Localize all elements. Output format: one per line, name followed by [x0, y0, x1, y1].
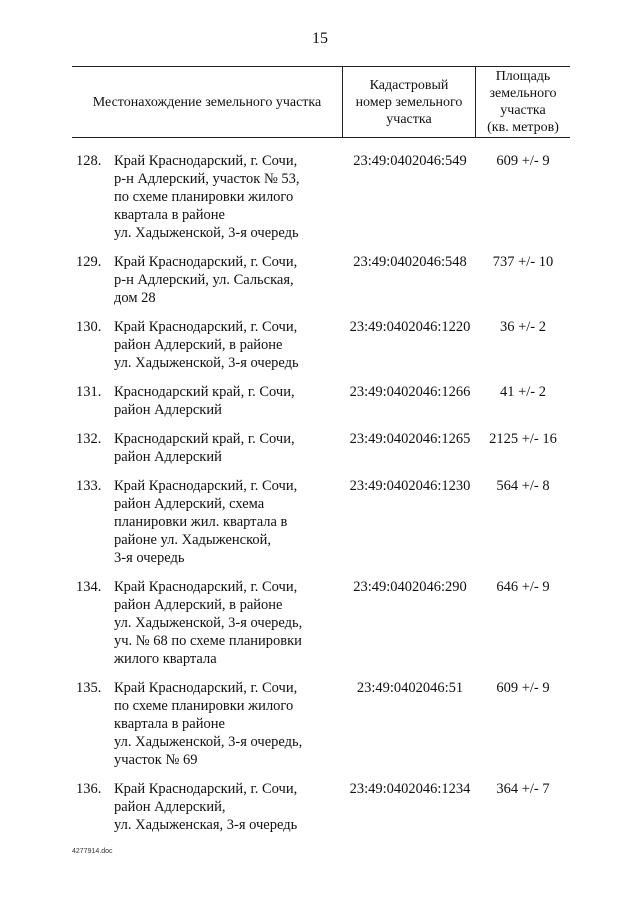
- header-location: [72, 67, 342, 137]
- row-number: 129.: [76, 254, 102, 270]
- row-number: 133.: [76, 478, 102, 494]
- row-location: Краснодарский край, г. Сочи, район Адлерский: [114, 431, 295, 465]
- row-area: 36 +/- 2: [499, 319, 547, 335]
- row-location: Край Краснодарский, г. Сочи, район Адлерский, в районе ул. Хадыженской, 3-я очередь, уч. № 68 по схеме планировки жилого квартала: [114, 579, 303, 667]
- row-location: Край Краснодарский, г. Сочи, район Адлерский, ул. Хадыженская, 3-я очередь: [114, 781, 298, 833]
- row-area: 364 +/- 7: [496, 781, 550, 797]
- row-area: 646 +/- 9: [496, 579, 550, 595]
- row-area: 609 +/- 9: [496, 680, 550, 696]
- document-filename: 4277914.doc: [72, 848, 113, 855]
- row-location: Край Краснодарский, г. Сочи, район Адлерский, в районе ул. Хадыженской, 3-я очередь: [114, 319, 299, 371]
- header-location-label: Местонахождение земельного участка: [92, 94, 322, 110]
- row-cadastral: 23:49:0402046:51: [356, 680, 464, 696]
- row-number: 128.: [76, 153, 102, 169]
- table-row: [72, 679, 570, 769]
- table-row: [72, 253, 570, 307]
- row-cadastral: 23:49:0402046:1266: [349, 384, 471, 400]
- header-cadastral: [342, 67, 476, 137]
- row-cadastral: 23:49:0402046:549: [353, 153, 467, 169]
- row-cadastral: 23:49:0402046:1220: [349, 319, 471, 335]
- table-row: [72, 578, 570, 668]
- row-location: Край Краснодарский, г. Сочи, по схеме планировки жилого квартала в районе ул. Хадыженской, 3-я очередь, участок № 69: [114, 680, 303, 768]
- row-location: Край Краснодарский, г. Сочи, р-н Адлерский, участок № 53, по схеме планировки жилого квартала в районе ул. Хадыженской, 3-я очередь: [114, 153, 300, 241]
- table-row: [72, 383, 570, 419]
- row-location: Краснодарский край, г. Сочи, район Адлерский: [114, 384, 295, 418]
- table-row: [72, 318, 570, 372]
- row-number: 134.: [76, 579, 102, 595]
- row-area: 737 +/- 10: [492, 254, 554, 270]
- row-number: 131.: [76, 384, 102, 400]
- table-row: [72, 430, 570, 466]
- table-row: [72, 152, 570, 242]
- row-area: 41 +/- 2: [499, 384, 547, 400]
- row-cadastral: 23:49:0402046:548: [353, 254, 467, 270]
- table-header: [72, 66, 570, 138]
- header-cadastral-label: Кадастровый номер земельного участка: [355, 77, 463, 127]
- row-number: 130.: [76, 319, 102, 335]
- header-area-label: Площадь земельного участка (кв. метров): [487, 69, 559, 135]
- row-cadastral: 23:49:0402046:1265: [349, 431, 471, 447]
- table-body: [72, 152, 570, 845]
- table-row: [72, 780, 570, 834]
- row-area: 2125 +/- 16: [489, 431, 557, 447]
- table-row: [72, 477, 570, 567]
- header-area: [476, 67, 570, 137]
- row-cadastral: 23:49:0402046:1230: [349, 478, 471, 494]
- page-number: 15: [312, 30, 328, 47]
- row-cadastral: 23:49:0402046:290: [353, 579, 467, 595]
- row-number: 135.: [76, 680, 102, 696]
- row-area: 564 +/- 8: [496, 478, 550, 494]
- row-number: 136.: [76, 781, 102, 797]
- row-location: Край Краснодарский, г. Сочи, район Адлерский, схема планировки жил. квартала в районе ул. Хадыженской, 3-я очередь: [114, 478, 298, 566]
- row-location: Край Краснодарский, г. Сочи, р-н Адлерский, ул. Сальская, дом 28: [114, 254, 298, 306]
- row-cadastral: 23:49:0402046:1234: [349, 781, 471, 797]
- row-area: 609 +/- 9: [496, 153, 550, 169]
- row-number: 132.: [76, 431, 102, 447]
